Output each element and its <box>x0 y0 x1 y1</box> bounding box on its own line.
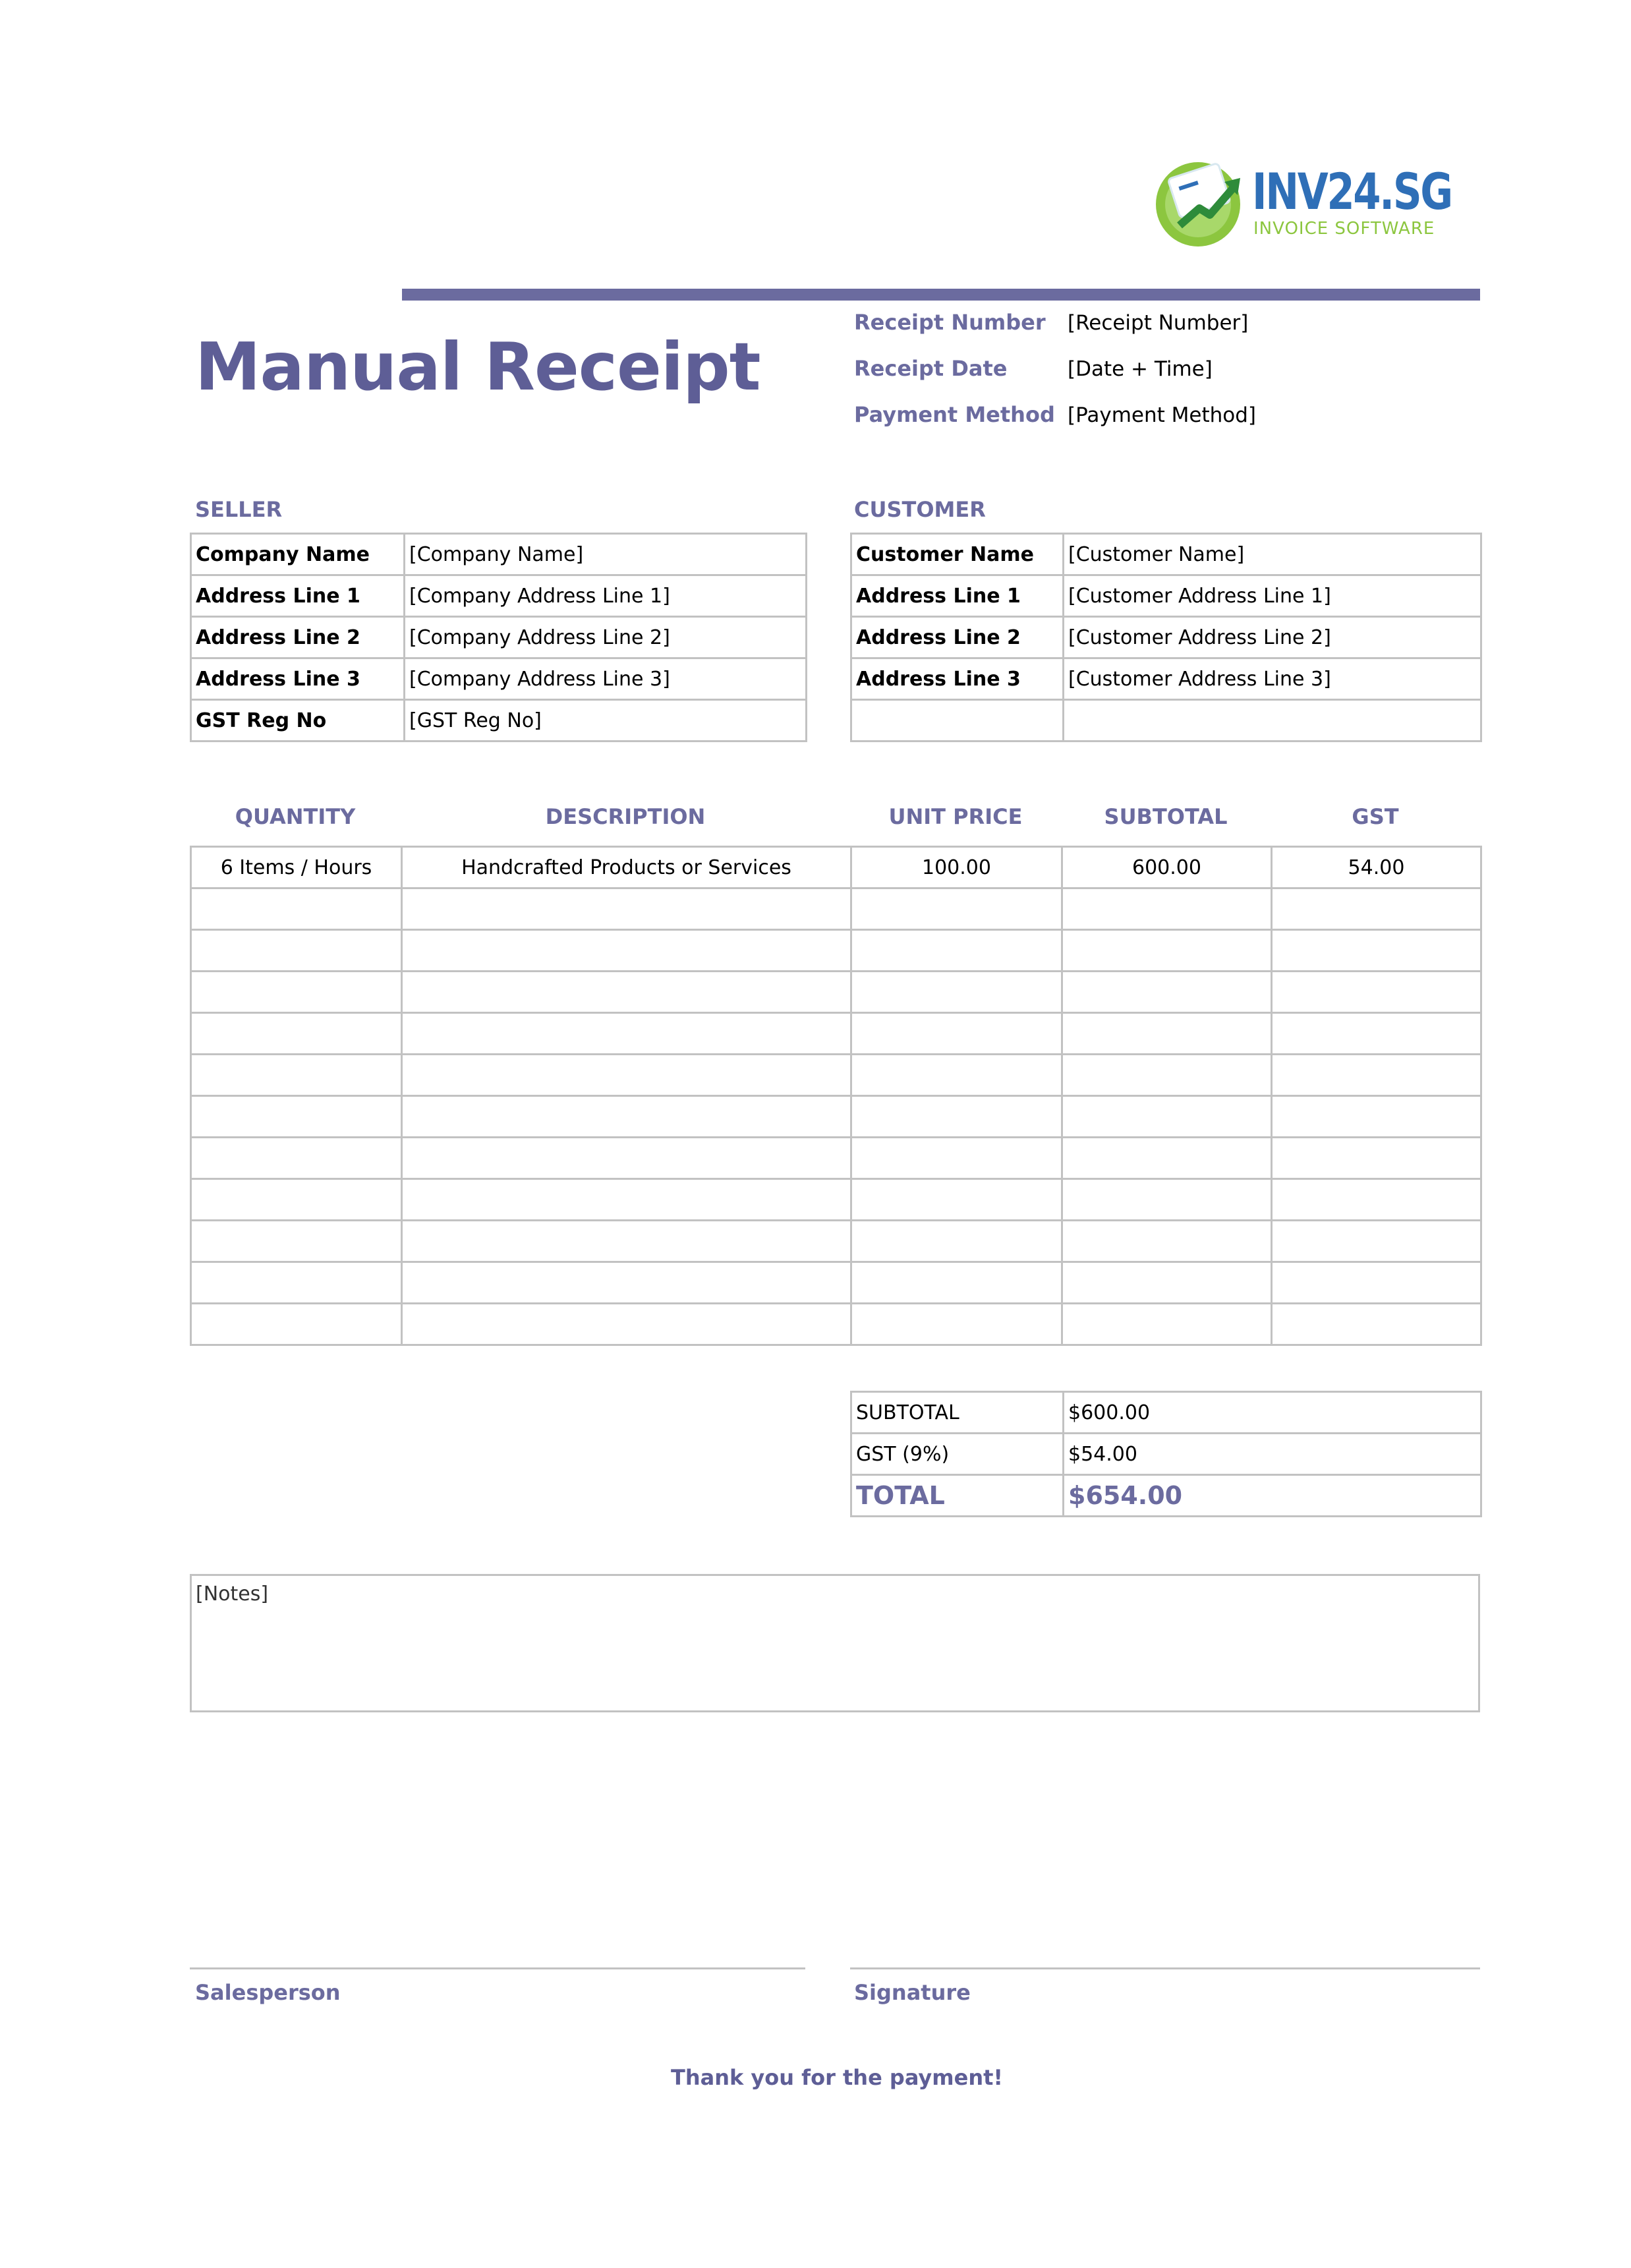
item-subtotal-cell <box>1062 1138 1272 1179</box>
seller-label: Address Line 1 <box>191 575 405 617</box>
item-quantity-cell <box>191 1096 402 1138</box>
table-row <box>191 972 1481 1013</box>
seller-table <box>190 533 807 742</box>
customer-label: Address Line 2 <box>851 617 1064 658</box>
table-row <box>191 888 1481 930</box>
subtotal-label: SUBTOTAL <box>851 1392 1064 1434</box>
item-gst-cell <box>1272 888 1481 930</box>
item-quantity-cell <box>191 1013 402 1055</box>
logo-icon <box>1147 152 1252 250</box>
seller-value: [Company Address Line 2] <box>405 617 807 658</box>
item-unit-price-cell <box>851 1221 1062 1262</box>
seller-row <box>191 700 807 741</box>
item-gst-cell <box>1272 972 1481 1013</box>
payment-method-value: [Payment Method] <box>1068 403 1257 427</box>
item-quantity-cell: 6 Items / Hours <box>191 847 402 888</box>
item-gst-cell <box>1272 1013 1481 1055</box>
item-unit-price-cell <box>851 888 1062 930</box>
seller-label: Company Name <box>191 534 405 575</box>
item-gst-cell <box>1272 1179 1481 1221</box>
customer-row <box>851 534 1481 575</box>
customer-value: [Customer Name] <box>1064 534 1481 575</box>
subtotal-row <box>851 1392 1481 1434</box>
item-quantity-cell <box>191 1138 402 1179</box>
item-unit-price-cell <box>851 930 1062 972</box>
subtotal-value: $600.00 <box>1064 1392 1481 1434</box>
table-row <box>191 1013 1481 1055</box>
logo-name: INV24.SG <box>1252 162 1452 221</box>
item-quantity-cell <box>191 1221 402 1262</box>
item-unit-price-cell <box>851 1179 1062 1221</box>
notes-field[interactable]: [Notes] <box>190 1574 1480 1712</box>
seller-value: [Company Address Line 1] <box>405 575 807 617</box>
gst-value: $54.00 <box>1064 1434 1481 1475</box>
item-subtotal-cell <box>1062 1304 1272 1345</box>
item-unit-price-cell <box>851 1304 1062 1345</box>
table-row <box>191 1055 1481 1096</box>
item-subtotal-cell <box>1062 1262 1272 1304</box>
item-description-cell <box>402 930 851 972</box>
seller-row <box>191 575 807 617</box>
item-quantity-cell <box>191 1179 402 1221</box>
item-unit-price-cell <box>851 1262 1062 1304</box>
col-header-description: DESCRIPTION <box>545 804 706 829</box>
table-row <box>191 1221 1481 1262</box>
col-header-gst: GST <box>1352 804 1399 829</box>
total-value: $654.00 <box>1064 1475 1481 1517</box>
seller-value: [Company Name] <box>405 534 807 575</box>
customer-label: Address Line 3 <box>851 658 1064 700</box>
logo-tagline: INVOICE SOFTWARE <box>1253 219 1435 239</box>
item-description-cell <box>402 1138 851 1179</box>
seller-label: Address Line 3 <box>191 658 405 700</box>
gst-label: GST (9%) <box>851 1434 1064 1475</box>
item-quantity-cell <box>191 972 402 1013</box>
seller-value: [Company Address Line 3] <box>405 658 807 700</box>
item-description-cell <box>402 888 851 930</box>
customer-table <box>850 533 1482 742</box>
item-description-cell <box>402 972 851 1013</box>
item-subtotal-cell: 600.00 <box>1062 847 1272 888</box>
customer-row <box>851 658 1481 700</box>
item-gst-cell <box>1272 1304 1481 1345</box>
table-row <box>191 930 1481 972</box>
col-header-unit-price: UNIT PRICE <box>888 804 1023 829</box>
customer-value: [Customer Address Line 1] <box>1064 575 1481 617</box>
table-row <box>191 1096 1481 1138</box>
table-row <box>191 1179 1481 1221</box>
item-description-cell <box>402 1096 851 1138</box>
receipt-number-value: [Receipt Number] <box>1068 311 1249 335</box>
totals-table <box>850 1391 1482 1517</box>
item-gst-cell <box>1272 1096 1481 1138</box>
customer-row <box>851 700 1481 741</box>
item-description-cell <box>402 1262 851 1304</box>
item-unit-price-cell <box>851 1096 1062 1138</box>
signature-label: Signature <box>854 1980 971 2005</box>
item-unit-price-cell: 100.00 <box>851 847 1062 888</box>
footer-message: Thank you for the payment! <box>670 2065 1003 2090</box>
item-quantity-cell <box>191 1304 402 1345</box>
item-gst-cell: 54.00 <box>1272 847 1481 888</box>
item-description-cell <box>402 1221 851 1262</box>
item-quantity-cell <box>191 1055 402 1096</box>
item-unit-price-cell <box>851 1055 1062 1096</box>
total-row <box>851 1475 1481 1517</box>
col-header-subtotal: SUBTOTAL <box>1104 804 1228 829</box>
item-subtotal-cell <box>1062 972 1272 1013</box>
table-row <box>191 1304 1481 1345</box>
seller-label: GST Reg No <box>191 700 405 741</box>
item-description-cell <box>402 1013 851 1055</box>
customer-row <box>851 617 1481 658</box>
table-row <box>191 1138 1481 1179</box>
item-gst-cell <box>1272 1138 1481 1179</box>
receipt-date-label: Receipt Date <box>854 356 1008 381</box>
item-gst-cell <box>1272 1055 1481 1096</box>
table-row <box>191 847 1481 888</box>
table-row <box>191 1262 1481 1304</box>
item-subtotal-cell <box>1062 1096 1272 1138</box>
item-subtotal-cell <box>1062 1055 1272 1096</box>
header-bar <box>402 289 1480 301</box>
item-unit-price-cell <box>851 972 1062 1013</box>
item-quantity-cell <box>191 888 402 930</box>
signature-line <box>850 1967 1480 1969</box>
items-table <box>190 846 1482 1346</box>
item-description-cell <box>402 1179 851 1221</box>
total-label: TOTAL <box>851 1475 1064 1517</box>
seller-row <box>191 617 807 658</box>
customer-title: CUSTOMER <box>854 497 986 522</box>
customer-value: [Customer Address Line 2] <box>1064 617 1481 658</box>
customer-label: Customer Name <box>851 534 1064 575</box>
item-gst-cell <box>1272 1221 1481 1262</box>
item-unit-price-cell <box>851 1138 1062 1179</box>
receipt-number-label: Receipt Number <box>854 310 1046 335</box>
customer-row <box>851 575 1481 617</box>
item-unit-price-cell <box>851 1013 1062 1055</box>
customer-value: [Customer Address Line 3] <box>1064 658 1481 700</box>
item-description-cell: Handcrafted Products or Services <box>402 847 851 888</box>
item-subtotal-cell <box>1062 1221 1272 1262</box>
seller-label: Address Line 2 <box>191 617 405 658</box>
customer-label <box>851 700 1064 741</box>
col-header-quantity: QUANTITY <box>235 804 356 829</box>
logo <box>1147 152 1450 250</box>
seller-title: SELLER <box>195 497 283 522</box>
page-title: Manual Receipt <box>195 328 760 405</box>
item-gst-cell <box>1272 1262 1481 1304</box>
item-subtotal-cell <box>1062 930 1272 972</box>
customer-value <box>1064 700 1481 741</box>
item-subtotal-cell <box>1062 1013 1272 1055</box>
item-quantity-cell <box>191 930 402 972</box>
item-subtotal-cell <box>1062 888 1272 930</box>
item-quantity-cell <box>191 1262 402 1304</box>
salesperson-line <box>190 1967 805 1969</box>
seller-value: [GST Reg No] <box>405 700 807 741</box>
customer-label: Address Line 1 <box>851 575 1064 617</box>
payment-method-label: Payment Method <box>854 402 1055 427</box>
item-gst-cell <box>1272 930 1481 972</box>
seller-row <box>191 658 807 700</box>
salesperson-label: Salesperson <box>195 1980 341 2005</box>
item-description-cell <box>402 1055 851 1096</box>
item-description-cell <box>402 1304 851 1345</box>
gst-row <box>851 1434 1481 1475</box>
item-subtotal-cell <box>1062 1179 1272 1221</box>
seller-row <box>191 534 807 575</box>
receipt-date-value: [Date + Time] <box>1068 357 1213 381</box>
